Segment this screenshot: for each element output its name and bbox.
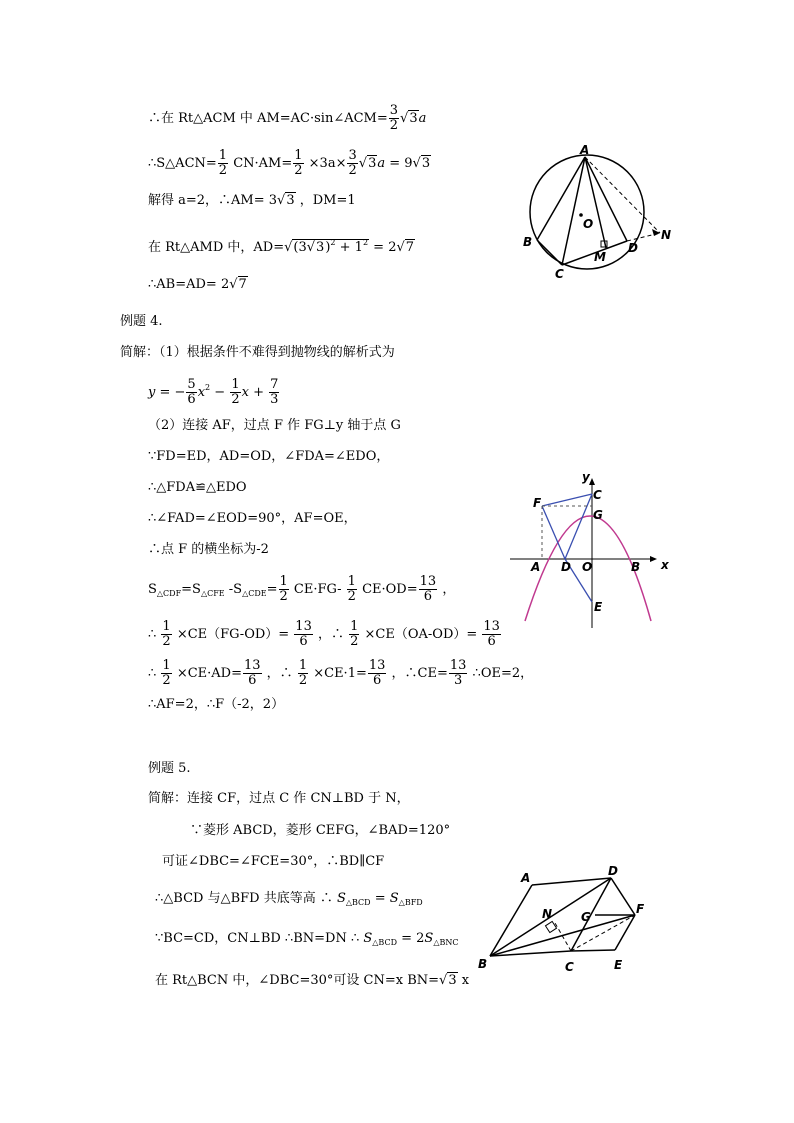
text: ∴AB=AD= 2 xyxy=(148,277,230,292)
label-c: C xyxy=(593,488,602,502)
variable: S xyxy=(336,891,346,906)
segment-an xyxy=(585,157,660,233)
text: CN·AM= xyxy=(229,156,293,171)
label-g: G xyxy=(593,508,603,522)
fraction xyxy=(347,575,357,604)
fraction xyxy=(482,620,501,649)
segment-ac xyxy=(562,157,585,265)
line-10: ∴点 F 的横坐标为-2 xyxy=(148,542,269,557)
text: ∴ xyxy=(148,627,161,642)
denominator: 2 xyxy=(294,163,303,178)
fraction xyxy=(243,659,262,688)
denominator: 2 xyxy=(162,673,171,688)
fraction xyxy=(449,659,468,688)
line-2: ∴S△ACN= $\frac{1}{2}$ CN·AM= $\frac{1}{2}$ ×3a× $\frac{3}{2}$ √3a = 9√3 xyxy=(148,148,431,178)
text: x xyxy=(457,973,470,988)
variable: S xyxy=(363,931,373,946)
radicand: 3 xyxy=(368,156,377,171)
label-a: A xyxy=(531,560,541,574)
text: 在 Rt△BCN 中，∠DBC=30°可设 CN=x BN= xyxy=(155,973,440,988)
text: ×3a× xyxy=(304,156,347,171)
label-e: E xyxy=(614,958,623,972)
variable: a xyxy=(418,111,427,126)
example-5-heading: 例题 5. xyxy=(148,761,191,776)
text: = − xyxy=(155,385,186,400)
text: ，DM=1 xyxy=(295,193,356,208)
denominator: 2 xyxy=(298,673,308,688)
line-5: ∴AB=AD= 2√7 xyxy=(148,277,247,292)
numerator: 13 xyxy=(368,658,386,673)
denominator: 3 xyxy=(270,392,279,407)
text: =S xyxy=(181,582,201,597)
text: + 1 xyxy=(335,240,363,255)
denominator: 2 xyxy=(231,392,240,407)
line-8: ∴△FDA≌△EDO xyxy=(148,480,247,495)
parabola-equation xyxy=(148,378,280,407)
radicand: 3 xyxy=(421,156,431,171)
numerator: 3 xyxy=(389,103,399,118)
segment-ce xyxy=(571,950,615,951)
fraction xyxy=(230,378,240,407)
text: ，∴CE= xyxy=(387,666,448,681)
label-a: A xyxy=(580,143,590,157)
text: ，∴ xyxy=(313,627,349,642)
label-c: C xyxy=(565,960,574,974)
denominator: 2 xyxy=(162,634,171,649)
line-12 xyxy=(148,620,502,649)
denominator: 6 xyxy=(187,392,196,407)
variable: a xyxy=(377,156,386,171)
y-axis-arrow xyxy=(589,478,595,485)
text: − xyxy=(210,385,230,400)
text: CE·OD= xyxy=(357,582,418,597)
radicand: 3 xyxy=(448,973,457,988)
text: ∴ xyxy=(148,666,161,681)
label-y: y xyxy=(582,473,590,484)
segment-bc xyxy=(537,240,562,265)
text: = 2 xyxy=(369,240,397,255)
subscript: △BCD xyxy=(345,898,371,907)
subscript: △BFD xyxy=(398,898,423,907)
label-f: F xyxy=(533,496,542,510)
numerator: 13 xyxy=(483,619,500,634)
segment-fc xyxy=(542,494,592,506)
numerator: 1 xyxy=(162,619,171,634)
text: (3 xyxy=(293,240,307,255)
denominator: 6 xyxy=(248,673,257,688)
text: ) xyxy=(325,240,331,255)
label-b: B xyxy=(631,560,641,574)
line-6: （2）连接 AF，过点 F 作 FG⊥y 轴于点 G xyxy=(148,418,401,433)
text: 解得 a=2，∴AM= 3 xyxy=(148,193,278,208)
subscript: △BCD xyxy=(372,938,397,947)
numerator: 13 xyxy=(449,658,467,673)
text: ×CE（FG-OD）= xyxy=(172,627,294,642)
fraction xyxy=(347,149,357,178)
line-13 xyxy=(148,659,533,688)
subscript: △BNC xyxy=(433,938,459,947)
text: ∴OE=2， xyxy=(468,666,534,681)
text: = 9 xyxy=(385,156,413,171)
text: ∴在 Rt△ACM 中 AM=AC·sin∠ACM= xyxy=(148,111,388,126)
figure-rhombus xyxy=(475,863,655,978)
text: ∴S△ACN= xyxy=(148,156,217,171)
numerator: 1 xyxy=(162,658,171,673)
denominator: 3 xyxy=(454,673,463,688)
x-axis-arrow xyxy=(650,556,657,562)
line-20: 在 Rt△BCN 中，∠DBC=30°可设 CN=x BN=√3 x xyxy=(155,973,470,988)
radicand: 7 xyxy=(238,277,247,292)
numerator: 1 xyxy=(294,148,303,163)
text: ×CE·1= xyxy=(309,666,367,681)
label-o: O xyxy=(583,217,594,231)
label-m: M xyxy=(594,250,606,264)
numerator: 13 xyxy=(295,619,312,634)
example-4-intro: 简解：（1）根据条件不难得到抛物线的解析式为 xyxy=(120,345,395,360)
subscript: △CFE xyxy=(200,589,225,598)
right-angle-mark xyxy=(545,921,556,932)
radical: $(3√3)^2 + 1^2$ xyxy=(293,238,369,255)
denominator: 6 xyxy=(487,634,496,649)
label-g: G xyxy=(581,910,591,924)
variable: y xyxy=(148,385,156,400)
segment-ab xyxy=(537,157,585,240)
line-18 xyxy=(155,890,423,912)
label-d: D xyxy=(628,241,638,255)
line-4: 在 Rt△AMD 中，$AD=√(3√3)^2 + 1^2 = 2√7$ xyxy=(148,238,415,255)
numerator: 5 xyxy=(187,377,196,392)
text: ×CE·AD= xyxy=(172,666,242,681)
numerator: 1 xyxy=(350,619,359,634)
numerator: 1 xyxy=(298,658,308,673)
line-3: 解得 a=2，∴AM= 3√3 ，DM=1 xyxy=(148,193,356,208)
denominator: 2 xyxy=(348,163,357,178)
exponent: 2 xyxy=(362,238,369,247)
numerator: 1 xyxy=(279,574,288,589)
fraction xyxy=(279,575,289,604)
variable: x xyxy=(241,385,249,400)
label-b: B xyxy=(523,235,533,249)
radicand: 3 xyxy=(286,193,295,208)
line-15: 简解：连接 CF，过点 C 作 CN⊥BD 于 N， xyxy=(148,791,410,806)
radicand: 7 xyxy=(405,240,415,255)
text: S xyxy=(148,582,157,597)
numerator: 13 xyxy=(244,658,261,673)
text: CE·FG- xyxy=(289,582,346,597)
denominator: 2 xyxy=(347,589,356,604)
arrow-head xyxy=(652,229,660,236)
subscript: △CDE xyxy=(242,589,267,598)
line-19 xyxy=(155,930,458,952)
text: ×CE（OA-OD）= xyxy=(360,627,482,642)
label-d: D xyxy=(561,560,571,574)
fraction xyxy=(368,659,387,688)
circle xyxy=(530,155,644,269)
fraction xyxy=(161,659,171,688)
label-o: O xyxy=(582,560,593,574)
fraction xyxy=(218,149,228,178)
text: = 2 xyxy=(396,931,425,946)
denominator: 2 xyxy=(218,163,228,178)
text: + xyxy=(248,385,269,400)
text: -S xyxy=(224,582,243,597)
label-e: E xyxy=(594,600,603,614)
text: ， xyxy=(438,582,456,597)
numerator: 13 xyxy=(419,574,437,589)
line-14: ∴AF=2，∴F（-2，2） xyxy=(148,697,285,712)
segment-ad xyxy=(532,878,611,885)
segment-df xyxy=(611,878,635,915)
label-a: A xyxy=(521,871,531,885)
numerator: 7 xyxy=(270,377,279,392)
variable: S xyxy=(424,931,434,946)
label-b: B xyxy=(478,957,488,971)
line-11 xyxy=(148,575,455,604)
label-n: N xyxy=(661,228,672,242)
label-c: C xyxy=(555,267,564,280)
numerator: 1 xyxy=(218,148,228,163)
line-17: 可证∠DBC=∠FCE=30°，∴BD∥CF xyxy=(162,854,385,869)
text: = xyxy=(370,891,390,906)
fraction xyxy=(186,378,196,407)
label-x: x xyxy=(661,558,669,572)
exponent: 2 xyxy=(330,238,336,247)
text: ∴△BCD 与△BFD 共底等高 ∴ xyxy=(155,891,337,906)
variable: S xyxy=(389,891,399,906)
variable: x xyxy=(197,385,206,400)
line-1: ∴在 Rt△ACM 中 AM=AC·sin∠ACM= $\frac{3}{2}$ √3a xyxy=(148,103,427,133)
label-f: F xyxy=(636,902,645,916)
text: ∵BC=CD，CN⊥BD ∴BN=DN ∴ xyxy=(155,931,364,946)
fraction xyxy=(389,104,399,133)
fraction xyxy=(293,149,303,178)
numerator: 1 xyxy=(231,377,240,392)
denominator: 2 xyxy=(389,118,399,133)
segment-am xyxy=(585,157,606,248)
radicand: 3 xyxy=(409,111,418,126)
subscript: △CDF xyxy=(156,589,182,598)
fraction xyxy=(349,620,359,649)
text: = xyxy=(266,582,278,597)
fraction xyxy=(161,620,171,649)
denominator: 2 xyxy=(350,634,359,649)
line-16: ∵菱形 ABCD，菱形 CEFG，∠BAD=120° xyxy=(190,823,451,838)
fraction xyxy=(269,378,279,407)
fraction xyxy=(294,620,313,649)
label-n: N xyxy=(542,907,553,921)
fraction xyxy=(298,659,308,688)
radicand: 3 xyxy=(316,240,325,255)
denominator: 6 xyxy=(423,589,433,604)
line-9: ∴∠FAD=∠EOD=90°，AF=OE， xyxy=(148,511,357,526)
denominator: 6 xyxy=(299,634,308,649)
exponent: 2 xyxy=(205,383,211,392)
numerator: 1 xyxy=(347,574,356,589)
figure-circle xyxy=(515,140,680,280)
fraction xyxy=(419,575,438,604)
denominator: 2 xyxy=(279,589,288,604)
text: ，∴ xyxy=(262,666,297,681)
example-4-heading: 例题 4. xyxy=(120,314,163,329)
denominator: 6 xyxy=(372,673,382,688)
numerator: 3 xyxy=(348,148,357,163)
text: 在 Rt△AMD 中，AD= xyxy=(148,240,285,255)
label-d: D xyxy=(608,864,618,878)
line-7: ∵FD=ED，AD=OD，∠FDA=∠EDO， xyxy=(148,449,390,464)
figure-parabola xyxy=(505,473,670,633)
segment-bc xyxy=(490,951,571,956)
